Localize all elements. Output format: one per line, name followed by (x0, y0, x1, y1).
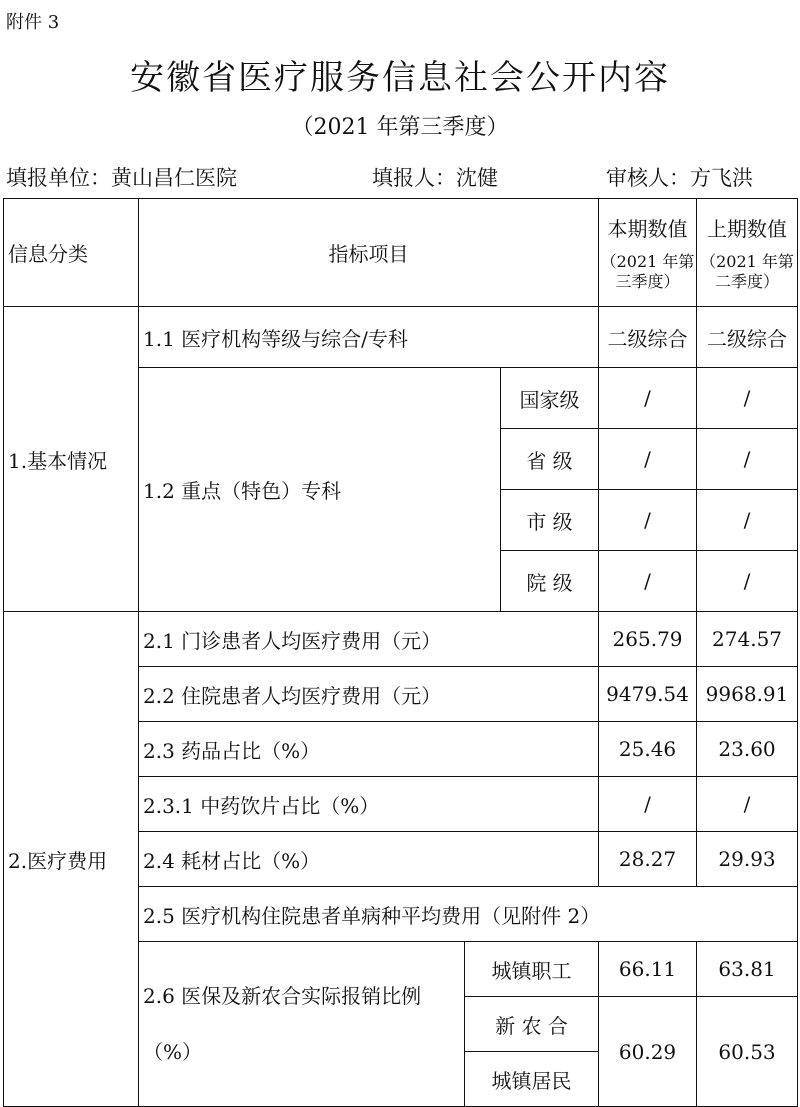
specialty-level: 省 级 (501, 429, 599, 490)
table-header-row (4, 199, 798, 307)
current-value: 265.79 (599, 612, 697, 667)
previous-value: / (697, 551, 798, 612)
disclosure-table (3, 198, 798, 1107)
insurance-type: 城镇居民 (465, 1052, 599, 1107)
table-row (4, 612, 798, 667)
header-category: 信息分类 (4, 199, 139, 307)
header-indicator: 指标项目 (139, 199, 599, 307)
indicator-label: 2.1 门诊患者人均医疗费用（元） (139, 612, 599, 667)
current-value: / (599, 777, 697, 832)
attachment-label: 附件 3 (6, 12, 60, 33)
current-value: / (599, 429, 697, 490)
previous-value: 274.57 (697, 612, 798, 667)
previous-value: 60.53 (697, 997, 798, 1107)
previous-value: 29.93 (697, 832, 798, 887)
filled-by: 填报人：沈健 (372, 166, 498, 190)
previous-value: / (697, 429, 798, 490)
header-current (599, 199, 697, 307)
previous-value: 63.81 (697, 942, 798, 997)
current-value: 9479.54 (599, 667, 697, 722)
header-previous (697, 199, 798, 307)
previous-value: 二级综合 (697, 307, 798, 368)
current-value: 28.27 (599, 832, 697, 887)
header-previous-label: 上期数值 (707, 217, 788, 241)
previous-value: 9968.91 (697, 667, 798, 722)
indicator-label: 2.3.1 中药饮片占比（%） (139, 777, 599, 832)
category-cost: 2.医疗费用 (4, 612, 139, 1107)
indicator-label: 2.5 医疗机构住院患者单病种平均费用（见附件 2） (139, 887, 798, 942)
current-value: / (599, 551, 697, 612)
header-previous-period: （2021 年第二季度） (700, 252, 794, 291)
indicator-label: 1.1 医疗机构等级与综合/专科 (139, 307, 599, 368)
reporting-unit: 填报单位：黄山昌仁医院 (6, 166, 237, 190)
header-current-label: 本期数值 (607, 217, 688, 241)
reviewed-by: 审核人：方飞洪 (606, 166, 753, 190)
current-value: / (599, 490, 697, 551)
previous-value: / (697, 490, 798, 551)
current-value: 66.11 (599, 942, 697, 997)
table-row (4, 307, 798, 368)
current-value: / (599, 368, 697, 429)
current-value: 25.46 (599, 722, 697, 777)
previous-value: 23.60 (697, 722, 798, 777)
indicator-label: 2.2 住院患者人均医疗费用（元） (139, 667, 599, 722)
specialty-level: 国家级 (501, 368, 599, 429)
indicator-label: 2.3 药品占比（%） (139, 722, 599, 777)
previous-value: / (697, 368, 798, 429)
indicator-label: 2.6 医保及新农合实际报销比例（%） (139, 942, 465, 1107)
specialty-level: 院 级 (501, 551, 599, 612)
indicator-label: 1.2 重点（特色）专科 (139, 368, 501, 612)
indicator-label: 2.4 耗材占比（%） (139, 832, 599, 887)
specialty-level: 市 级 (501, 490, 599, 551)
header-current-period: （2021 年第三季度） (600, 252, 695, 291)
insurance-type: 新 农 合 (465, 997, 599, 1052)
previous-value: / (697, 777, 798, 832)
document-title: 安徽省医疗服务信息社会公开内容 (130, 58, 670, 98)
current-value: 二级综合 (599, 307, 697, 368)
category-basic: 1.基本情况 (4, 307, 139, 612)
document-period: （2021 年第三季度） (291, 115, 509, 140)
current-value: 60.29 (599, 997, 697, 1107)
insurance-type: 城镇职工 (465, 942, 599, 997)
